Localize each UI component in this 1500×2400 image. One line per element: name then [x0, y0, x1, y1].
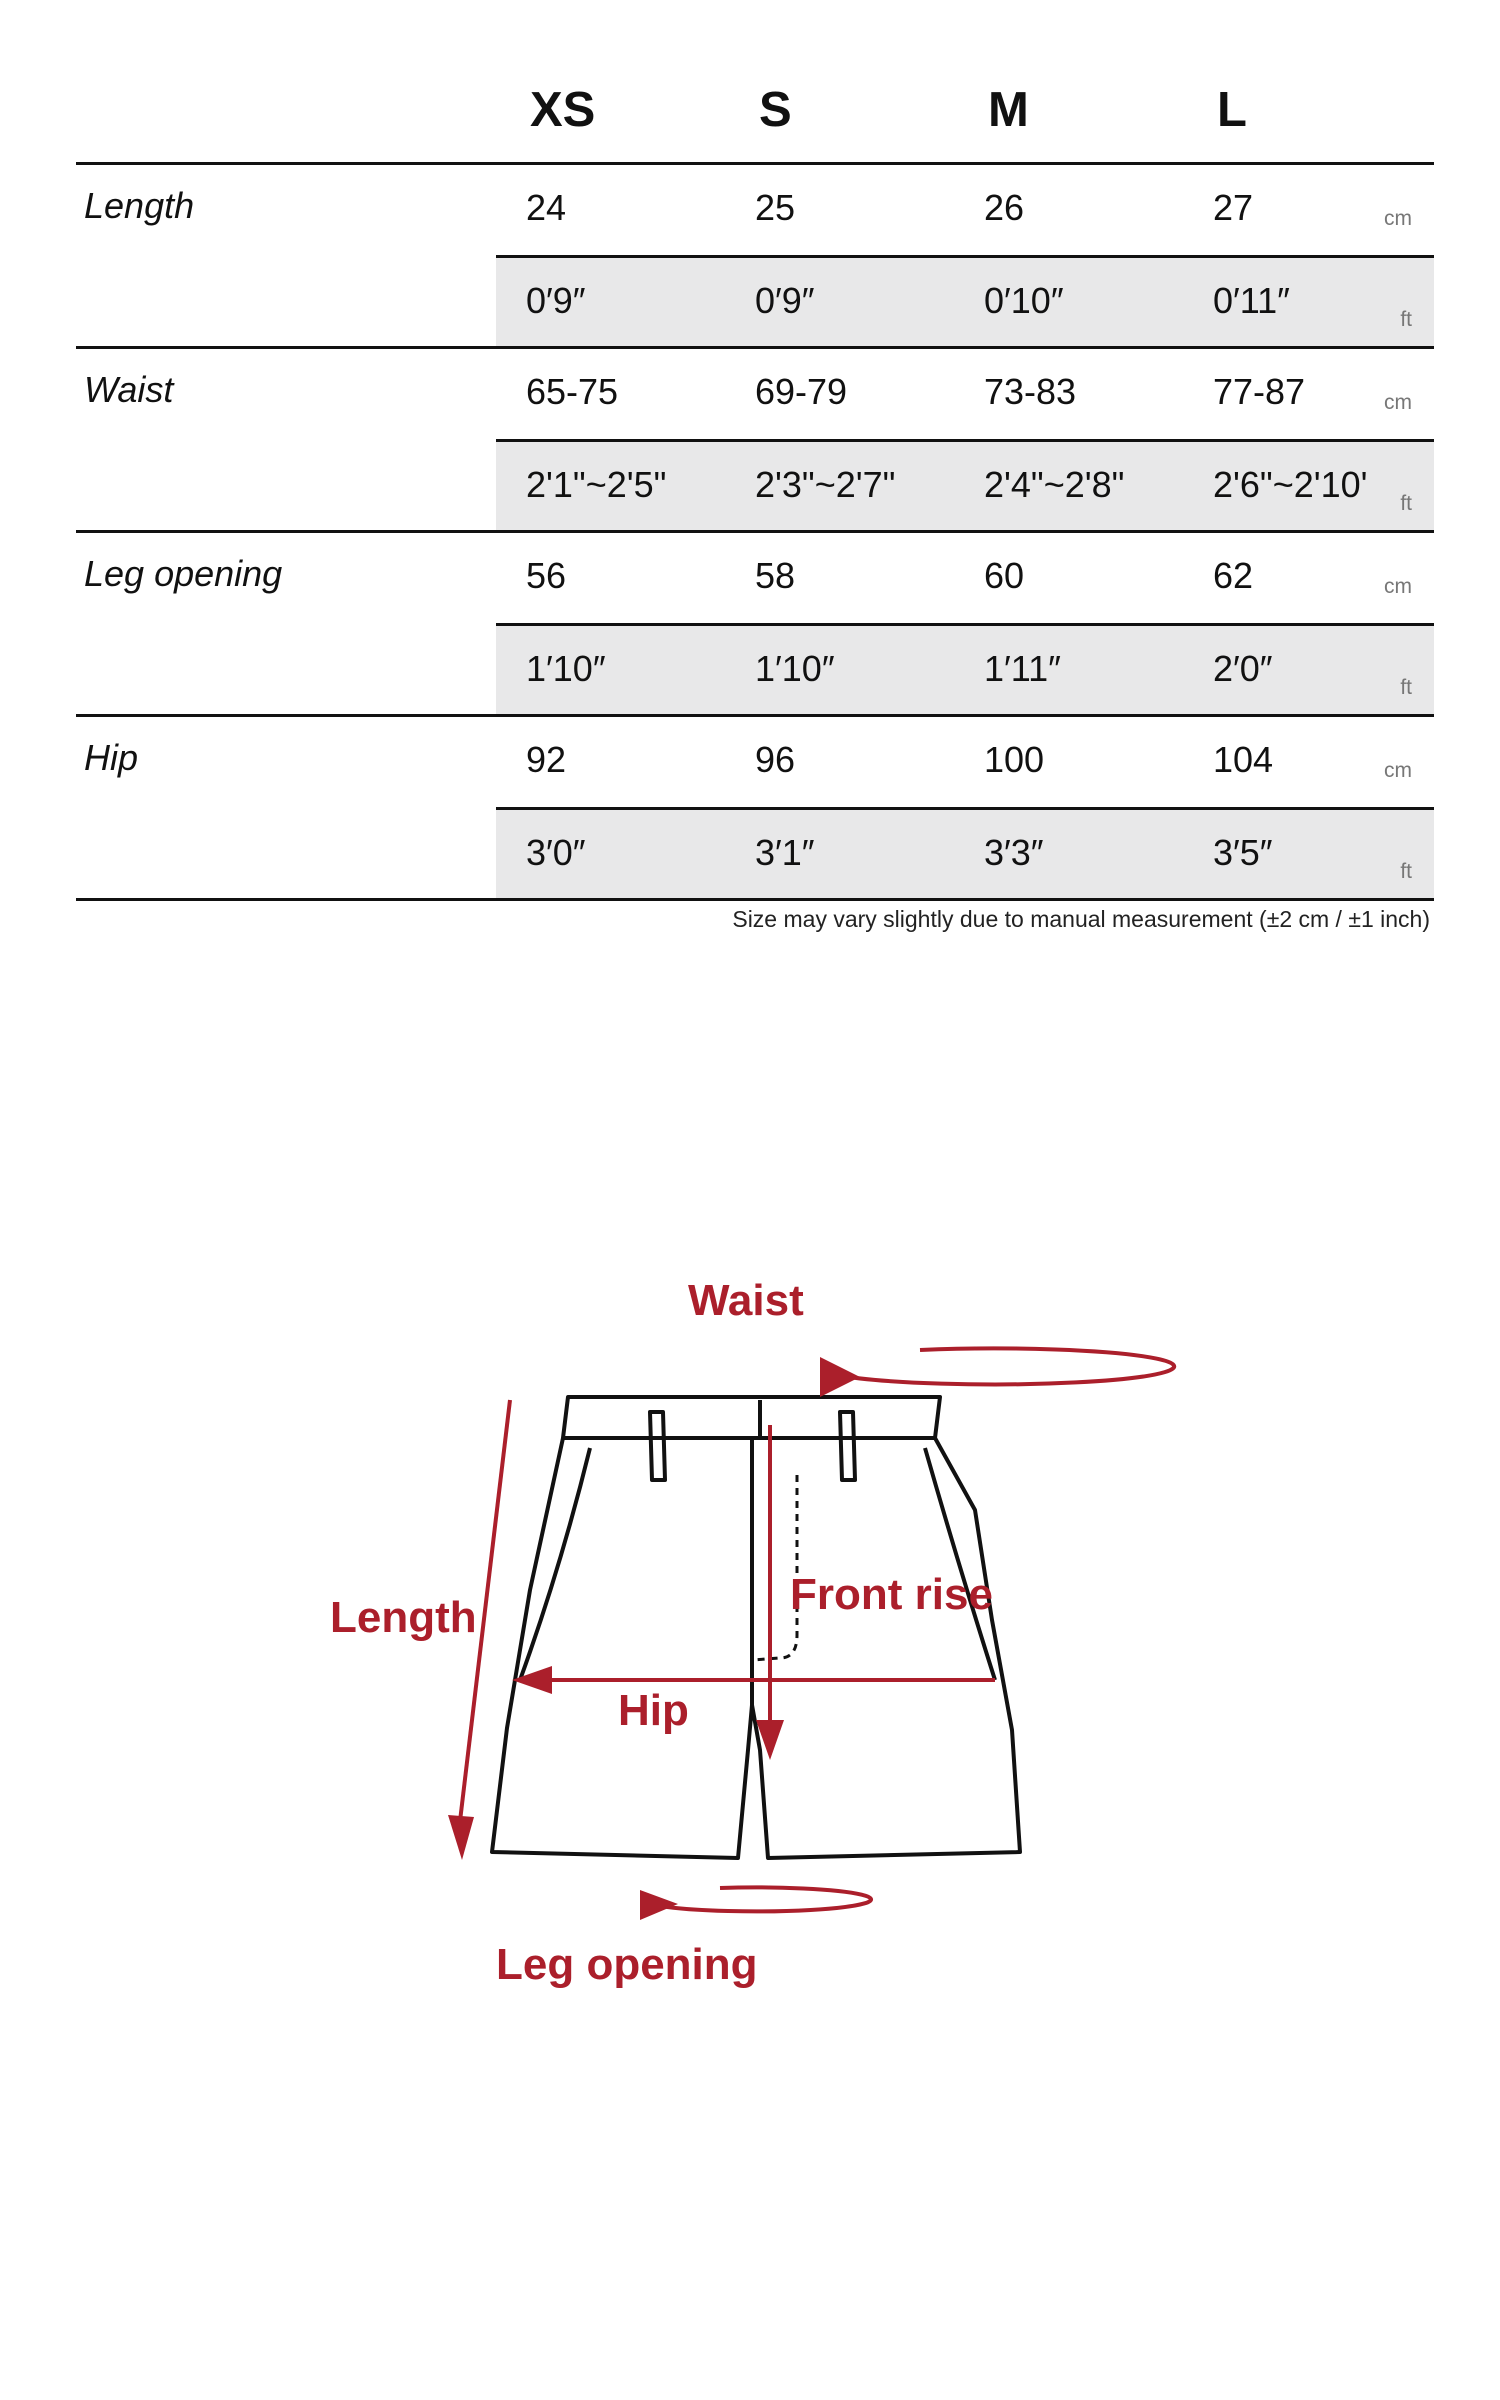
shorts-outline	[492, 1397, 1020, 1858]
value-cell: 104	[1213, 739, 1274, 780]
length-arrowhead	[448, 1815, 474, 1860]
front-rise-label: Front rise	[790, 1570, 993, 1619]
unit-label: cm	[1384, 391, 1412, 414]
value-cell: 60	[984, 555, 1025, 596]
row-length	[76, 165, 1434, 349]
value-cell: 56	[526, 555, 567, 596]
length-label: Length	[330, 1593, 477, 1642]
cm-line	[496, 165, 1434, 253]
value-cell: 0′9″	[755, 280, 815, 321]
value-cell: 1′10″	[755, 648, 835, 689]
unit-label: cm	[1384, 575, 1412, 598]
leg-opening-label: Leg opening	[496, 1940, 758, 1989]
value-cell: 0′10″	[984, 280, 1064, 321]
waist-loop	[836, 1348, 1174, 1384]
value-cell: 69-79	[755, 371, 848, 412]
row-waist	[76, 349, 1434, 533]
unit-label: cm	[1384, 759, 1412, 782]
value-cell: 26	[984, 187, 1025, 228]
unit-label: ft	[1400, 308, 1412, 331]
cm-line	[496, 717, 1434, 805]
value-cell: 3′1″	[755, 832, 815, 873]
value-cell: 25	[755, 187, 796, 228]
ft-line	[496, 623, 1434, 714]
value-cell: 24	[526, 187, 567, 228]
leg-opening-arrowhead	[640, 1890, 678, 1920]
value-cell: 77-87	[1213, 371, 1306, 412]
row-hip	[76, 717, 1434, 901]
value-cell: 0′11″	[1213, 280, 1290, 321]
size-table	[76, 60, 1434, 901]
size-l-header: L	[1217, 83, 1247, 137]
ft-line	[496, 439, 1434, 530]
ft-line	[496, 807, 1434, 898]
unit-label: ft	[1400, 860, 1412, 883]
value-cell: 58	[755, 555, 796, 596]
size-s-header: S	[759, 83, 792, 137]
value-cell: 2'4"~2'8"	[984, 464, 1125, 505]
value-cell: 92	[526, 739, 567, 780]
value-cell: 2'1"~2'5"	[526, 464, 667, 505]
unit-label: cm	[1384, 207, 1412, 230]
waist-label: Waist	[688, 1276, 804, 1325]
hip-label: Hip	[618, 1686, 689, 1735]
value-cell: 0′9″	[526, 280, 586, 321]
row-leg-opening	[76, 533, 1434, 717]
value-cell: 65-75	[526, 371, 619, 412]
size-header-row	[76, 60, 1434, 165]
ft-line	[496, 255, 1434, 346]
unit-label: ft	[1400, 492, 1412, 515]
value-cell: 2′0″	[1213, 648, 1273, 689]
value-cell: 2'3"~2'7"	[755, 464, 896, 505]
size-xs-header: XS	[530, 83, 596, 137]
shorts-measurement-diagram	[0, 1240, 1500, 2040]
waist-arrowhead	[820, 1357, 860, 1397]
size-m-header: M	[988, 83, 1029, 137]
value-cell: 3′3″	[984, 832, 1044, 873]
shorts-illustration	[0, 1240, 1500, 2040]
cm-line	[496, 349, 1434, 437]
row-label: Length	[84, 185, 195, 226]
cm-line	[496, 533, 1434, 621]
measurement-note: Size may vary slightly due to manual measurement (±2 cm / ±1 inch)	[732, 906, 1430, 932]
row-label: Leg opening	[84, 553, 283, 594]
value-cell: 3′5″	[1213, 832, 1273, 873]
value-cell: 3′0″	[526, 832, 586, 873]
value-cell: 1′10″	[526, 648, 606, 689]
value-cell: 73-83	[984, 371, 1077, 412]
value-cell: 100	[984, 739, 1045, 780]
value-cell: 27	[1213, 187, 1254, 228]
value-cell: 62	[1213, 555, 1254, 596]
row-label: Waist	[84, 369, 174, 410]
value-cell: 1′11″	[984, 648, 1061, 689]
value-cell: 2'6"~2'10'	[1213, 464, 1368, 505]
row-label: Hip	[84, 737, 139, 778]
leg-opening-loop	[660, 1887, 871, 1911]
unit-label: ft	[1400, 676, 1412, 699]
value-cell: 96	[755, 739, 796, 780]
